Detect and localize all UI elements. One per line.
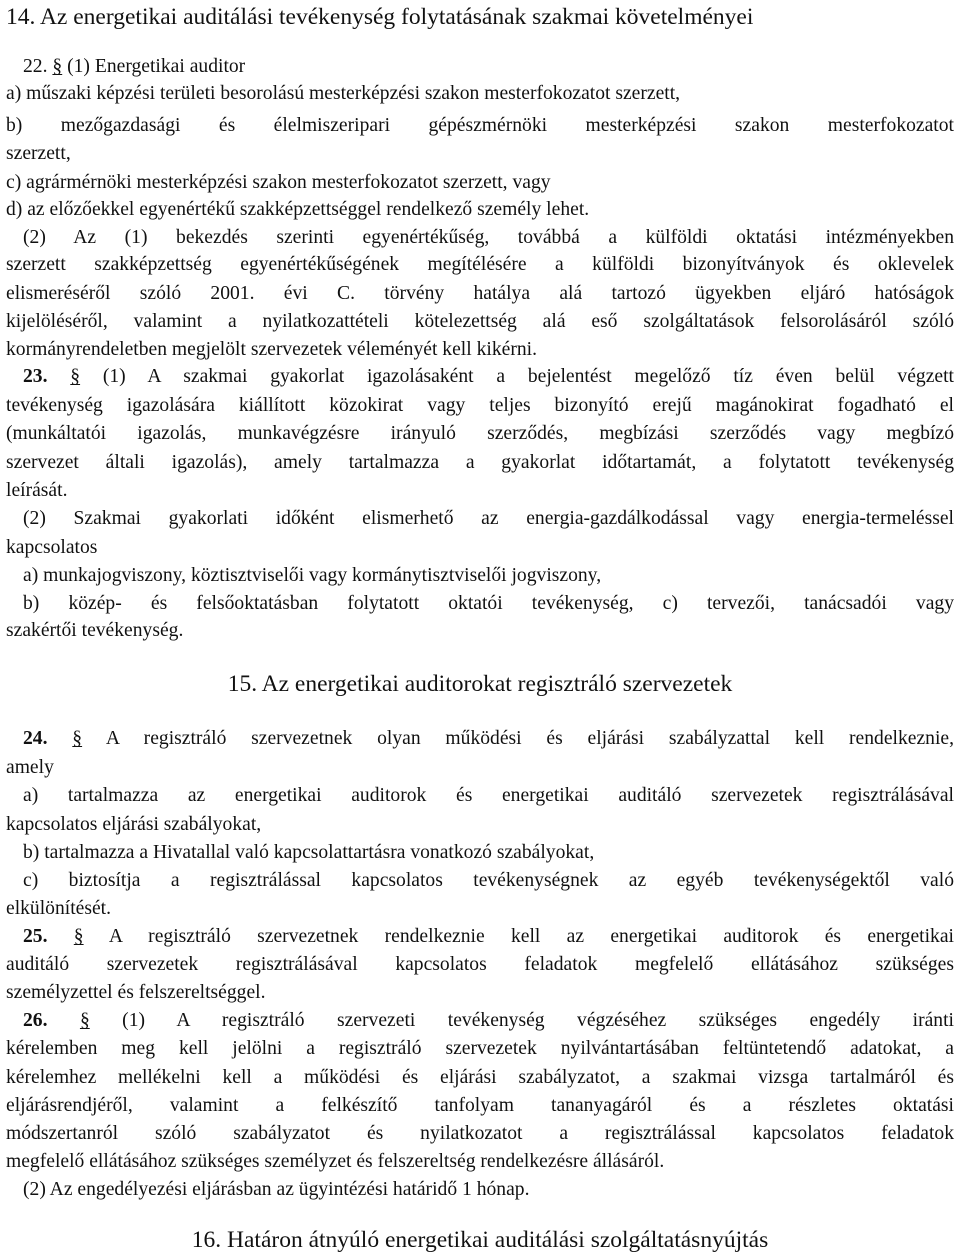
section-24-item-c-line-1: c) biztosítja a regisztrálással kapcsolatos tevékenységnek az egyéb tevékenységektől való [23,870,954,891]
section-23-line-4: szervezet általi igazolás), amely tartalmazza a gyakorlat időtartamát, a folytatott tevékenység [6,452,954,473]
heading-14: 14. Az energetikai auditálási tevékenység folytatásának szakmai követelményei [6,4,754,30]
heading-15: 15. Az energetikai auditorokat regisztráló szervezetek [227,671,733,697]
section-26-number: 26. [23,1010,48,1031]
section-23-line-2: tevékenység igazolására kiállított közokirat vagy teljes bizonyító erejű magánokirat fogadható el [6,395,954,416]
section-26-link[interactable]: § [79,1010,90,1031]
section-24-line-2: amely [6,757,54,778]
section-22-para-2-line-3: elismeréséről szóló 2001. évi C. törvény hatálya alá tartozó ügyekben eljáró hatóságok [6,283,954,304]
section-22-para-2-line-1: (2) Az (1) bekezdés szerinti egyenértékűség, továbbá a külföldi oktatási intézményekben [23,227,954,248]
section-22-para-2-line-5: kormányrendeletben megjelölt szervezetek véleményét kell kikérni. [6,339,537,360]
section-26-line-5: módszertanról szóló szabályzatot és nyilatkozatot a regisztrálással kapcsolatos feladatok [6,1123,954,1144]
section-24-text: A regisztráló szervezetnek olyan működési és eljárási szabályzattal kell rendelkeznie, [105,728,954,749]
section-22-item-b-line-2: szerzett, [6,143,71,164]
section-22-link[interactable]: § [52,56,63,77]
section-25-link[interactable]: § [73,926,84,947]
section-22-line-1 [23,54,954,80]
section-22-item-a: a) műszaki képzési területi besorolású mesterképzési szakon mesterfokozatot szerzett, [6,83,681,104]
section-24-item-a-line-2: kapcsolatos eljárási szabályokat, [6,814,262,835]
section-26-line-1 [23,1008,954,1034]
section-23-para-2-line-2: kapcsolatos [6,537,98,558]
section-24-number: 24. [23,728,48,749]
section-22-number: 22. [23,56,48,77]
section-26-para-2: (2) Az engedélyezési eljárásban az ügyintézési határidő 1 hónap. [23,1179,530,1200]
section-26-text: (1) A regisztráló szervezeti tevékenység végzéséhez szükséges engedély iránti [122,1010,954,1031]
section-24-item-a-line-1: a) tartalmazza az energetikai auditorok és energetikai auditáló szervezetek regisztrálásával [23,785,954,806]
section-25-line-3: személyzettel és felszereltséggel. [6,982,266,1003]
section-22-item-d: d) az előzőekkel egyenértékű szakképzettséggel rendelkező személy lehet. [6,199,590,220]
section-23-number: 23. [23,366,48,387]
section-23-item-b-line-1: b) közép- és felsőoktatásban folytatott oktatói tevékenység, c) tervezői, tanácsadói vagy [23,593,954,614]
section-25-line-1 [23,924,954,950]
section-23-line-3: (munkáltatói igazolás, munkavégzésre irányuló szerződés, megbízási szerződés vagy megbízó [6,423,954,444]
section-22-para-2-line-4: kijelöléséről, valamint a nyilatkozattételi kötelezettség alá eső szolgáltatások felsorolásáról szóló [6,311,954,332]
section-24-item-c-line-2: elkülönítését. [6,898,112,919]
section-26-line-3: kérelemhez mellékelni kell a működési és eljárási szabályzatot, a szakmai vizsga tartalmáról és [6,1067,954,1088]
section-26-line-2: kérelemben meg kell jelölni a regisztráló szervezetek nyilvántartásában feltüntetendő adatokat, a [6,1038,954,1059]
section-22-item-c: c) agrármérnöki mesterképzési szakon mesterfokozatot szerzett, vagy [6,172,551,193]
section-23-link[interactable]: § [70,366,81,387]
section-23-item-b-line-2: szakértői tevékenység. [6,620,184,641]
section-23-para-2-line-1: (2) Szakmai gyakorlati időként elismerhető az energia-gazdálkodással vagy energia-termeléssel [23,508,954,529]
section-24-link[interactable]: § [72,728,83,749]
section-24-line-1 [23,726,954,752]
section-22-item-b-line-1: b) mezőgazdasági és élelmiszeripari gépészmérnöki mesterképzési szakon mesterfokozatot [6,115,954,136]
section-25-number: 25. [23,926,48,947]
section-23-line-1 [23,364,954,390]
section-23-text: (1) A szakmai gyakorlat igazolásaként a bejelentést megelőző tíz éven belül végzett [102,366,954,387]
section-25-line-2: auditáló szervezetek regisztrálásával kapcsolatos feladatok megfelelő ellátásához szükséges [6,954,954,975]
section-23-item-a: a) munkajogviszony, köztisztviselői vagy kormánytisztviselői jogviszony, [23,565,602,586]
section-24-item-b: b) tartalmazza a Hivatallal való kapcsolattartásra vonatkozó szabályokat, [23,842,595,863]
section-26-line-4: eljárásrendjéről, valamint a felkészítő tanfolyam tananyagáról és a részletes oktatási [6,1095,954,1116]
section-25-text: A regisztráló szervezetnek rendelkeznie kell az energetikai auditorok és energetikai [108,926,954,947]
section-26-line-6: megfelelő ellátásához szükséges személyzet és felszereltség rendelkezésre állásáról. [6,1151,665,1172]
section-22-text: (1) Energetikai auditor [67,56,246,77]
heading-16: 16. Határon átnyúló energetikai auditálási szolgáltatásnyújtás [191,1227,769,1253]
section-23-line-5: leírását. [6,480,68,501]
section-22-para-2-line-2: szerzett szakképzettség egyenértékűségének megítélésére a külföldi bizonyítványok és oklevelek [6,254,954,275]
